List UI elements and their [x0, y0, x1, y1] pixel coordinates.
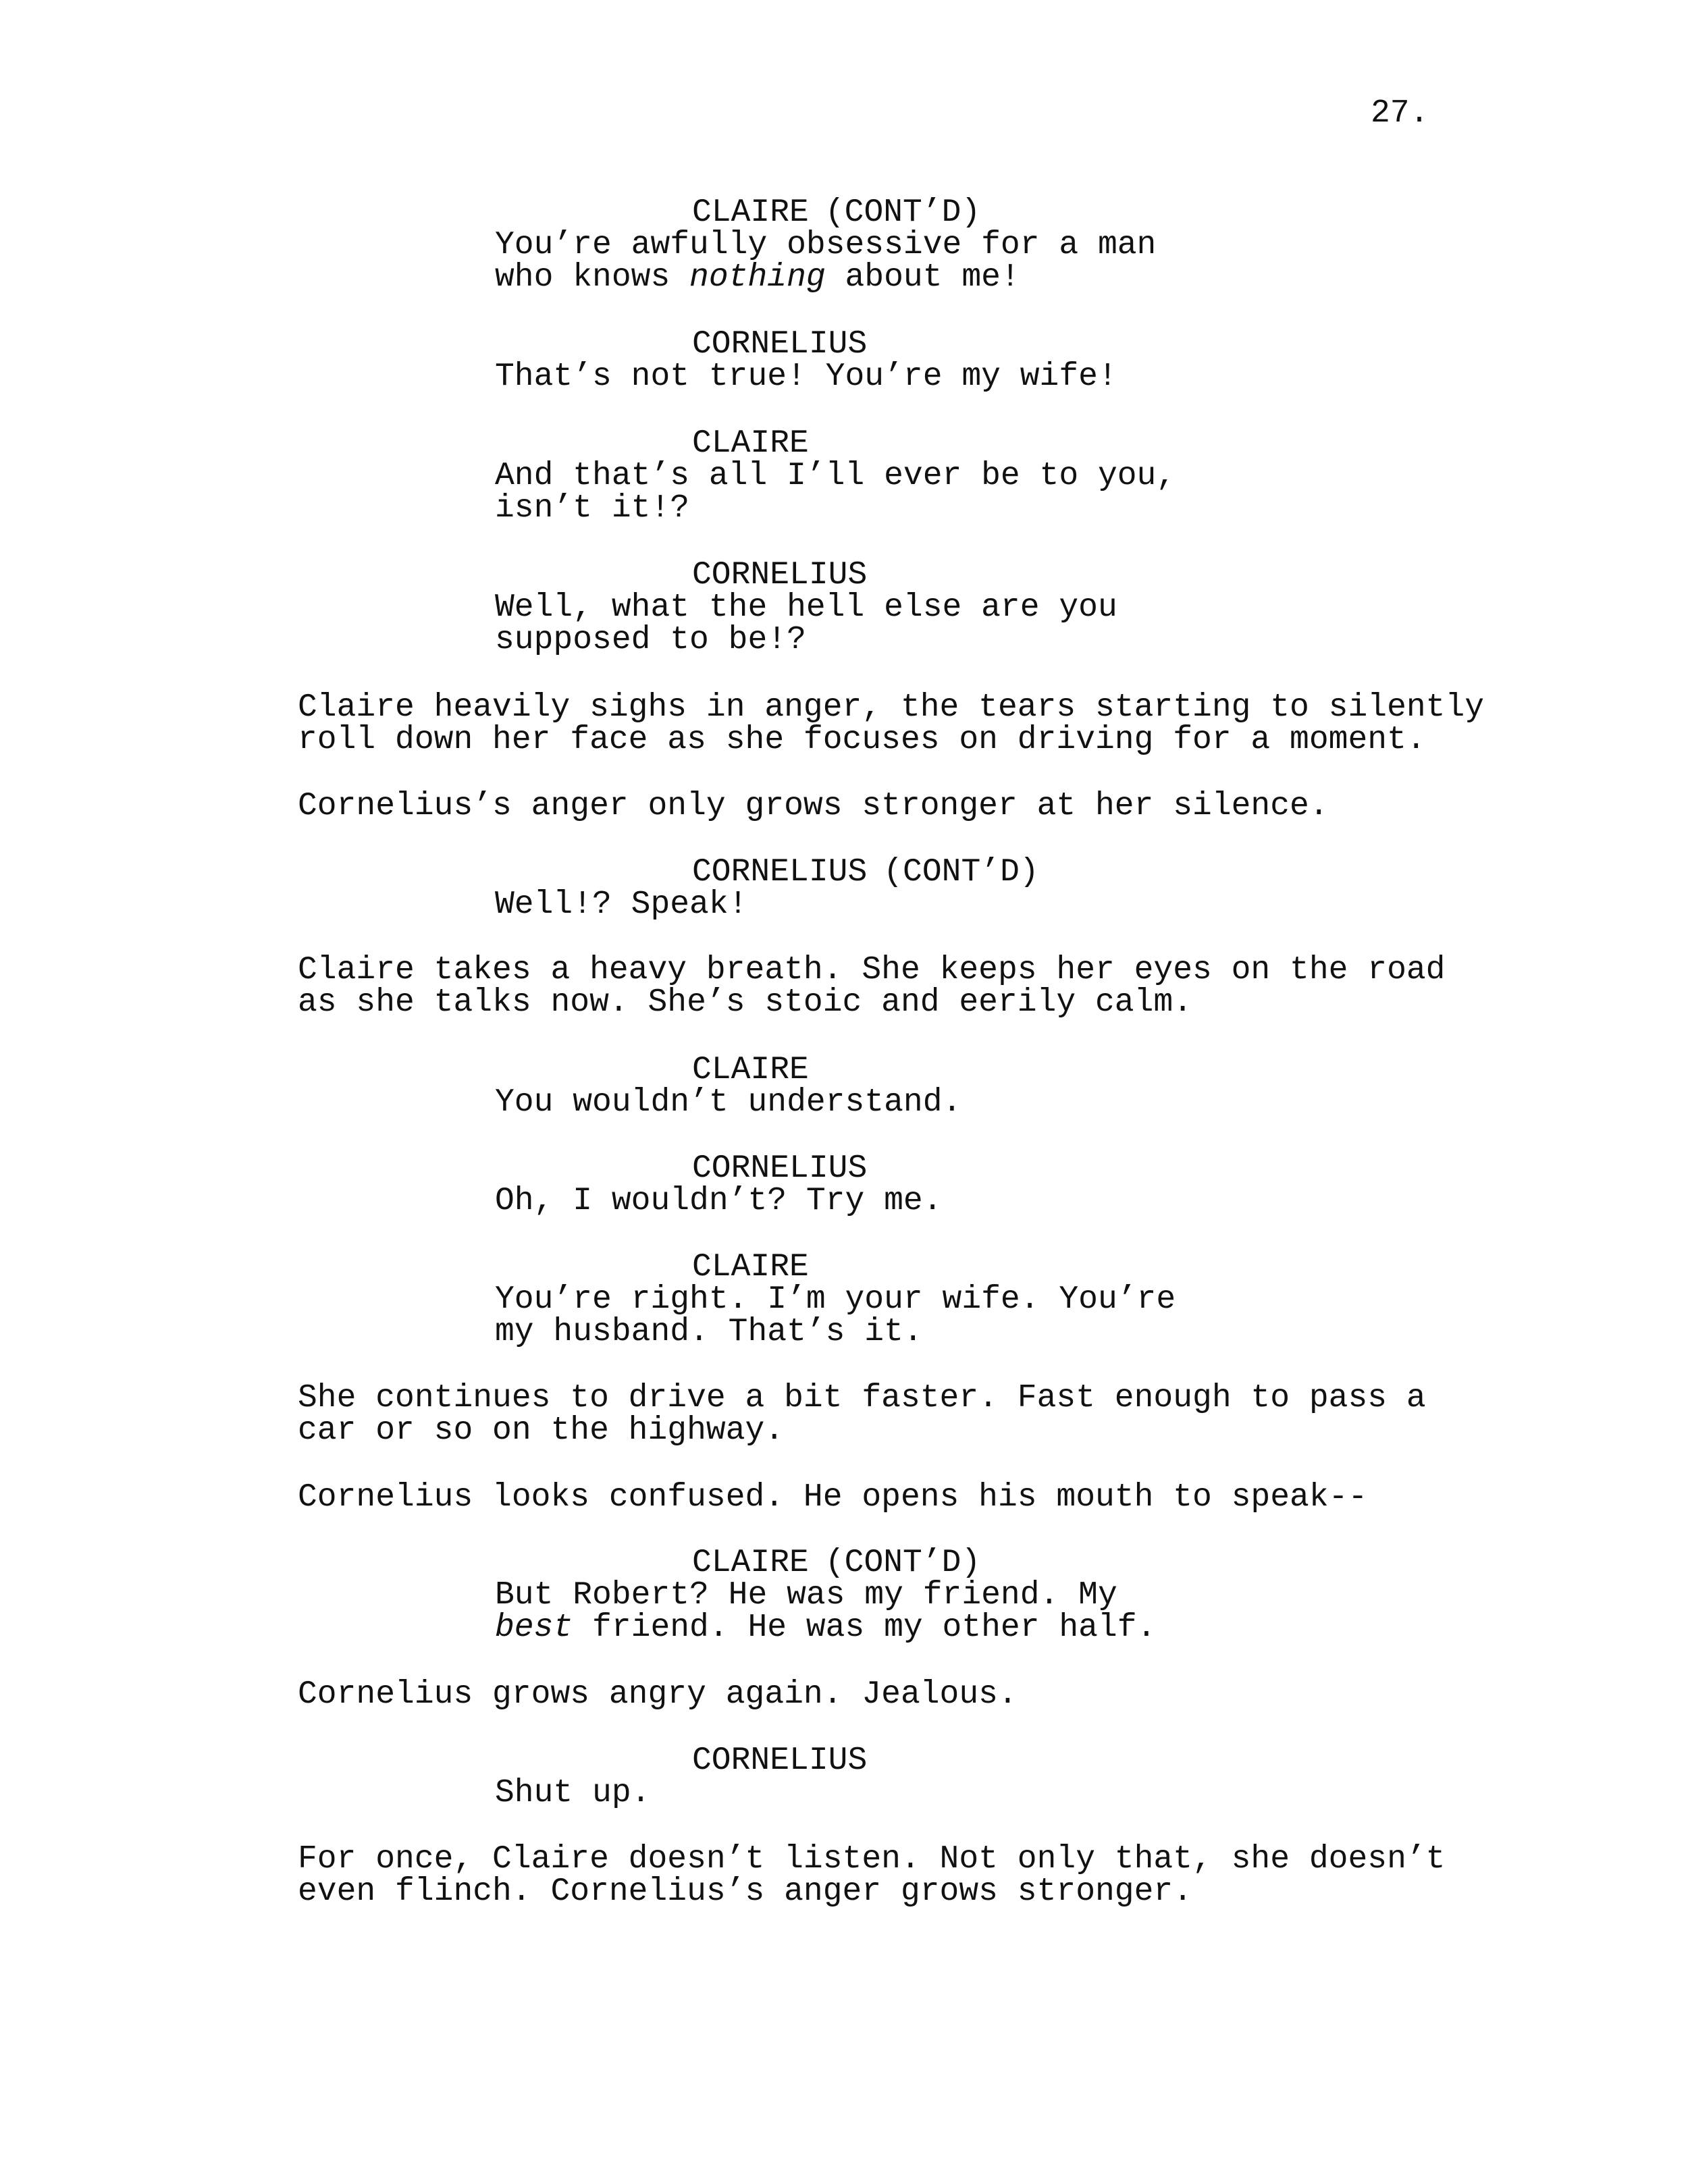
- character-cue: [0, 856, 1039, 888]
- action-line: as she talks now. She’s stoic and eerily calm.: [298, 984, 1193, 1021]
- character-name: CLAIRE: [692, 1545, 809, 1581]
- dialogue-line: You wouldn’t understand.: [495, 1084, 962, 1121]
- dialogue-line: [0, 1609, 1157, 1646]
- dialogue-block: [0, 328, 1117, 393]
- dialogue-text: friend. He was my other half.: [573, 1609, 1157, 1646]
- dialogue-block: [0, 1547, 1156, 1644]
- dialogue-line: Oh, I wouldn’t? Try me.: [495, 1183, 943, 1219]
- character-cue: [0, 1547, 1156, 1579]
- action-line: Cornelius looks confused. He opens his mouth to speak--: [298, 1479, 1368, 1516]
- dialogue-line: Shut up.: [495, 1775, 651, 1811]
- action-block: [0, 790, 1329, 822]
- dialogue-line: my husband. That’s it.: [495, 1314, 923, 1350]
- action-block: [0, 1843, 1445, 1908]
- dialogue-line: But Robert? He was my friend. My: [495, 1577, 1117, 1614]
- action-line: Cornelius grows angry again. Jealous.: [298, 1676, 1018, 1713]
- dialogue-block: [0, 559, 1117, 656]
- action-line: For once, Claire doesn’t listen. Not only that, she doesn’t: [298, 1841, 1446, 1877]
- dialogue-block: [0, 1054, 961, 1119]
- character-cue: CLAIRE: [692, 1052, 809, 1088]
- character-cue: CORNELIUS: [692, 557, 868, 593]
- dialogue-block: [0, 1744, 867, 1809]
- dialogue-emphasis: best: [495, 1609, 573, 1646]
- dialogue-line: You’re right. I’m your wife. You’re: [495, 1281, 1176, 1318]
- character-cue: [0, 196, 1156, 229]
- dialogue-block: [0, 427, 1176, 525]
- dialogue-block: [0, 196, 1156, 294]
- character-name: CORNELIUS: [692, 854, 868, 890]
- dialogue-line: isn’t it!?: [495, 490, 690, 527]
- dialogue-emphasis: nothing: [689, 259, 826, 296]
- action-line: car or so on the highway.: [298, 1412, 785, 1449]
- character-cue: CLAIRE: [692, 425, 809, 462]
- dialogue-line: You’re awfully obsessive for a man: [495, 227, 1157, 263]
- action-block: [0, 1481, 1367, 1514]
- action-block: [0, 691, 1484, 756]
- dialogue-line: That’s not true! You’re my wife!: [495, 358, 1117, 395]
- character-name: CLAIRE: [692, 194, 809, 231]
- dialogue-text: about me!: [825, 259, 1020, 296]
- character-extension: (CONT’D): [824, 1545, 981, 1581]
- dialogue-block: [0, 1152, 943, 1217]
- action-block: [0, 1678, 1018, 1711]
- dialogue-block: [0, 1251, 1176, 1348]
- character-cue: CORNELIUS: [692, 326, 868, 363]
- character-extension: (CONT’D): [883, 854, 1039, 890]
- character-cue: CORNELIUS: [692, 1742, 868, 1779]
- character-cue: CLAIRE: [692, 1249, 809, 1285]
- action-line: Cornelius’s anger only grows stronger at her silence.: [298, 788, 1329, 824]
- action-block: [0, 954, 1445, 1019]
- dialogue-line: supposed to be!?: [495, 622, 806, 658]
- page-number: 27.: [1371, 95, 1429, 132]
- character-cue: CORNELIUS: [692, 1150, 868, 1187]
- action-line: She continues to drive a bit faster. Fast enough to pass a: [298, 1380, 1426, 1416]
- action-line: roll down her face as she focuses on driving for a moment.: [298, 722, 1426, 758]
- action-block: [0, 1382, 1426, 1447]
- character-extension: (CONT’D): [824, 194, 981, 231]
- action-line: Claire heavily sighs in anger, the tears starting to silently: [298, 689, 1485, 726]
- action-line: even flinch. Cornelius’s anger grows stronger.: [298, 1873, 1193, 1910]
- dialogue-line: Well, what the hell else are you: [495, 589, 1117, 626]
- dialogue-line: Well!? Speak!: [495, 886, 748, 923]
- dialogue-line: And that’s all I’ll ever be to you,: [495, 458, 1176, 494]
- action-line: Claire takes a heavy breath. She keeps her eyes on the road: [298, 952, 1446, 988]
- dialogue-block: [0, 856, 1039, 921]
- dialogue-text: who knows: [495, 259, 690, 296]
- dialogue-line: [0, 261, 1156, 294]
